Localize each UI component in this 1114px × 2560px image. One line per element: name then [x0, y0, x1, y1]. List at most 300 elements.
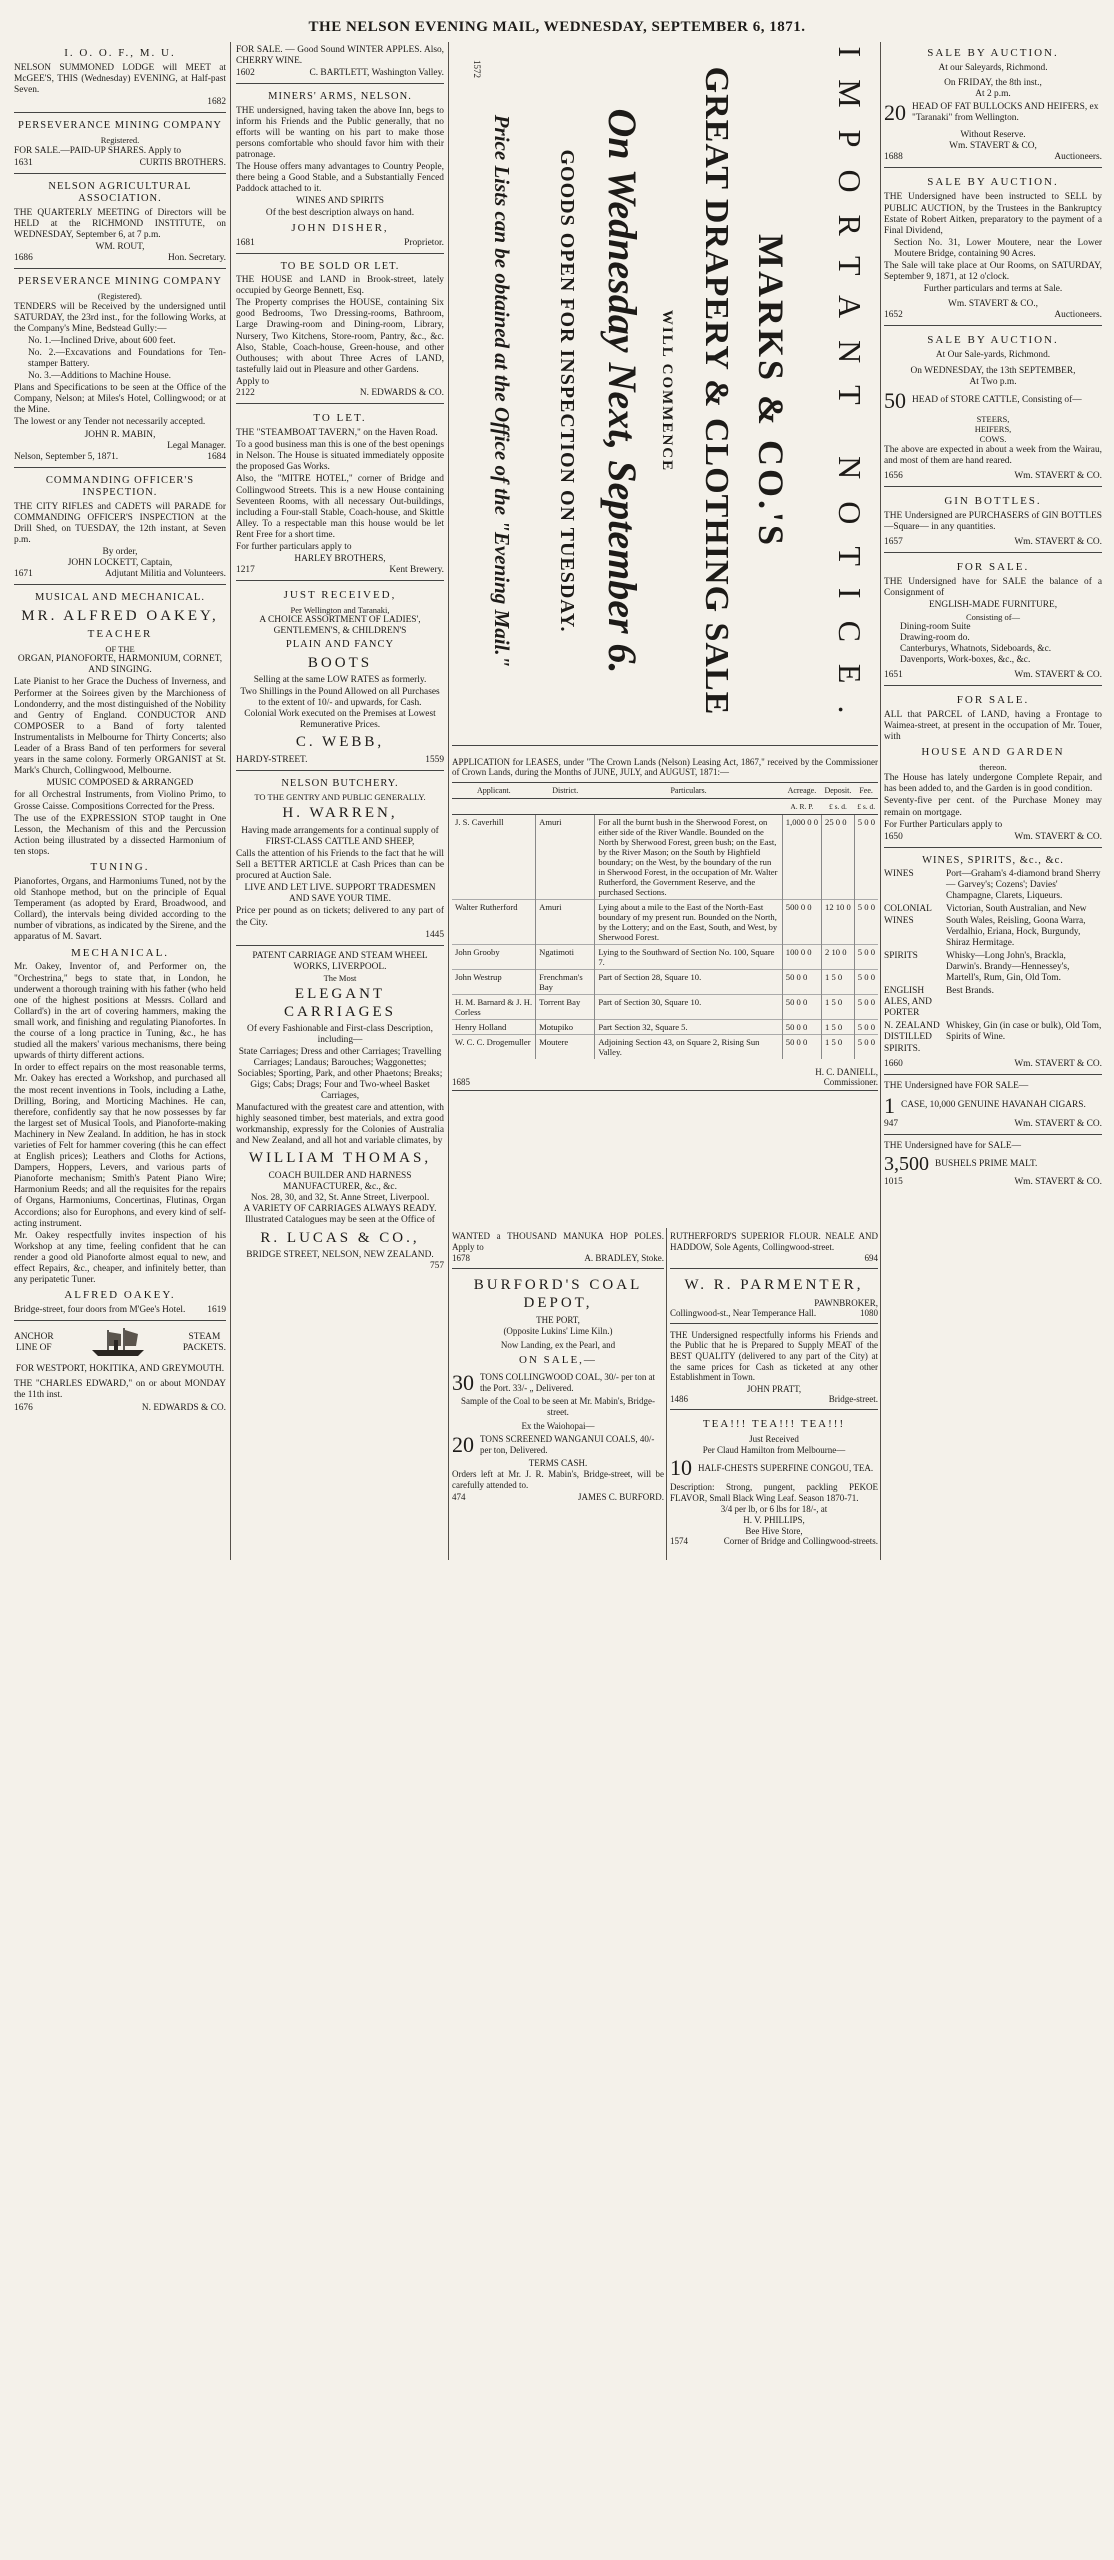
ad-role: Auctioneers. — [1054, 152, 1102, 163]
ad-apples — [236, 42, 444, 84]
ad-title: TO LET. — [313, 412, 367, 425]
ad-body: Mr. Oakey, Inventor of, and Performer on, the "Orchestrina," begs to state that, in London, he underwent a thorough training with his father (who held one of the highest positions at Messrs. Collard and Collard's) in the art of covering hammers, making the small work, and finishing and regulating Pianofortes. In the course of a long practice in Tuning, &c., he has studied all the makers' various mechanisms, there being upwards of thirty different actions. — [14, 962, 226, 1062]
ad-title: WINES, SPIRITS, &c., &c. — [922, 854, 1064, 866]
ad-number: 1671 — [14, 569, 33, 580]
ad-body: For further particulars apply to — [236, 541, 352, 552]
ad-display-name: MR. ALFRED OAKEY, — [21, 607, 219, 624]
ad-auction-1 — [884, 42, 1102, 168]
ad-body: THE Undersigned have for SALE the balance of a Consignment of — [884, 577, 1102, 599]
ad-heading: FIRST-CLASS CATTLE AND SHEEP, — [265, 836, 415, 847]
ad-heading: TUNING. — [90, 860, 150, 873]
ad-number: 1678 — [452, 1253, 470, 1264]
ad-number: 1688 — [884, 152, 903, 163]
ad-body: THE CITY RIFLES and CADETS will PARADE for COMMANDING OFFICER'S INSPECTION at the Drill Shed, on TUESDAY, the 12th instant, at Seven p.m. — [14, 501, 226, 545]
ad-body: Sample of the Coal to be seen at Mr. Mabin's, Bridge-street. — [460, 1395, 656, 1417]
wine-description: Whisky—Long John's, Brackla, Darwin's. Brandy—Hennessey's, Martell's, Rum, Gin, Old Tom. — [946, 950, 1070, 984]
table-cell-particulars: Part of Section 30, Square 10. — [595, 995, 782, 1020]
ad-subtitle: OF THE — [105, 644, 135, 655]
ad-title: GIN BOTTLES. — [944, 495, 1042, 508]
ad-subtitle: TEACHER — [87, 628, 153, 641]
ad-signature: JOHN DISHER, — [291, 221, 389, 234]
ad-body: Pianofortes, Organs, and Harmoniums Tuned, not by the old Stanhope method, but on the principle of Equal Temperament (as adopted by Erard, Broadwood, and Collard), the intervals being divided according to the number of vibrations, as indicated by the Sirene, and the apparatus of M. Savart. — [14, 876, 226, 943]
table-cell-fee: 5 0 0 — [854, 945, 878, 970]
ad-body: thereon. — [979, 762, 1007, 773]
ad-land — [884, 689, 1102, 848]
wine-row — [884, 904, 1102, 948]
ad-heading: MECHANICAL. — [70, 946, 170, 959]
ad-body: Of the best description always on hand. — [265, 207, 415, 218]
ad-heading: MUSIC COMPOSED & ARRANGED — [46, 778, 194, 789]
ad-number: 1685 — [452, 1077, 470, 1087]
ad-title: MUSICAL AND MECHANICAL. — [35, 592, 205, 604]
ad-body: NELSON SUMMONED LODGE will MEET at McGEE'S, THIS (Wednesday) EVENING, at Half-past Seven. — [14, 62, 226, 96]
ad-subtitle: At our Saleyards, Richmond. — [938, 62, 1048, 73]
ad-title: PERSEVERANCE MINING COMPANY — [18, 276, 222, 288]
ad-body: Calls the attention of his Friends to the fact that he will Sell a BETTER ARTICLE at Cash Prices than can be procured at Auction Sale. — [236, 849, 444, 882]
ad-agricultural — [14, 177, 226, 269]
ad-quantity: 50 — [884, 387, 906, 413]
wine-row — [884, 1021, 1102, 1054]
table-cell-acreage: 500 0 0 — [782, 900, 821, 945]
table-cell-acreage: 50 0 0 — [782, 1035, 821, 1060]
ad-body: Apply to — [236, 376, 270, 387]
ad-quantity: 20 — [884, 100, 906, 126]
ad-signature: JAMES C. BURFORD. — [577, 1491, 664, 1502]
table-cell-particulars: Lying to the Southward of Section No. 100, Square 7. — [595, 945, 782, 970]
ad-byline: By order, — [102, 546, 138, 557]
ad-subtitle: Just Received — [749, 1433, 799, 1444]
ad-body: Colonial Work executed on the Premises at Lowest Remunerative Prices. — [244, 708, 436, 730]
ad-subtitle: Per Wellington and Taranaki, — [290, 605, 390, 616]
ad-body: The Property comprises the HOUSE, containing Six good Bedrooms, Two Dressing-rooms, Bathroom, Large Drawing-room and Dining-room, Library, Nursery, Two Kitchens, Store-room, Pantry, &c., &c. Also, Stable, Coach-house, Green-house, and other Outhouses; with about Three Acres of LAND, tastefully laid out in Pleasure and other Gardens. — [236, 298, 444, 375]
table-cell-district: Amuri — [536, 900, 595, 945]
table-cell-applicant: J. S. Caverhill — [452, 815, 536, 900]
ad-meat — [670, 1327, 878, 1410]
table-cell-deposit: 25 0 0 — [822, 815, 855, 900]
ad-number: 1619 — [207, 1305, 226, 1316]
ad-display-name: W. R. PARMENTER, — [684, 1276, 864, 1293]
ad-to-let — [236, 407, 444, 581]
ad-role: Adjutant Militia and Volunteers. — [105, 569, 226, 580]
ad-address: Bee Hive Store, — [745, 1525, 803, 1536]
ad-auction-2 — [884, 171, 1102, 326]
ad-signature: N. EDWARDS & CO. — [359, 387, 444, 398]
wine-description: Whiskey, Gin (in case or bulk), Old Tom, Spirits of Wine. — [946, 1021, 1102, 1043]
ad-title: NELSON AGRICULTURAL ASSOCIATION. — [48, 180, 192, 205]
ad-address: Bridge-street, four doors from M'Gee's Hotel. — [14, 1305, 186, 1316]
ad-anchor-line — [14, 1324, 226, 1417]
ad-date: On FRIDAY, the 8th inst., — [944, 78, 1042, 89]
ad-subtitle: Registered. — [100, 134, 140, 145]
masthead — [0, 0, 1114, 40]
ad-heading: LIVE AND LET LIVE. SUPPORT TRADESMEN AND SAVE YOUR TIME. — [244, 883, 436, 905]
ad-subtitle: THE PORT, — [536, 1315, 580, 1326]
column-4 — [884, 42, 1102, 1560]
table-cell-particulars: Part of Section 28, Square 10. — [595, 970, 782, 995]
ad-body: Consisting of— — [965, 611, 1021, 622]
ad-signature: Wm. STAVERT & CO., — [947, 299, 1038, 310]
ad-body: 3/4 per lb, or 6 lbs for 18/-, at — [720, 1504, 828, 1515]
wine-category: SPIRITS — [884, 950, 918, 961]
table-header: Fee. — [854, 783, 878, 799]
ad-body: HEAD of STORE CATTLE, Consisting of— — [912, 395, 1082, 406]
ad-number: 1652 — [884, 310, 903, 321]
ad-address: Nos. 28, 30, and 32, St. Anne Street, Liverpool. — [250, 1193, 430, 1204]
column-2 — [236, 42, 444, 1560]
ad-number: 1650 — [884, 831, 903, 842]
table-cell-fee: 5 0 0 — [854, 1020, 878, 1035]
wine-row — [884, 986, 1102, 1019]
column-1 — [14, 42, 226, 1560]
ad-quantity: 1 — [884, 1092, 895, 1118]
ad-number: 1657 — [884, 537, 903, 548]
ad-subtitle: FOR WESTPORT, HOKITIKA, AND GREYMOUTH. — [15, 1364, 225, 1375]
column-rule — [880, 42, 881, 1560]
table-cell-particulars: For all the burnt bush in the Sherwood Forest, on either side of the River Wandle. Bounded on the North by Sherwood Forest, green bush; on the East, by the River Mason; on the South by Highfield boundary; on the West, by the boundary of the run in Sherwood Forest, in the occupation of Mr. Walter Rutherford, the Government Reserve, and the purchased Sections. — [595, 815, 782, 900]
table-cell-deposit: 1 5 0 — [822, 1035, 855, 1060]
table-cell-acreage: 1,000 0 0 — [782, 815, 821, 900]
ad-number: 2122 — [236, 387, 255, 398]
ad-body: THE Undersigned are PURCHASERS of GIN BOTTLES—Square— in any quantities. — [884, 510, 1102, 533]
table-cell-deposit: 2 10 0 — [822, 945, 855, 970]
ship-icon — [88, 1326, 148, 1360]
ad-cigars — [884, 1078, 1102, 1135]
ad-role: Auctioneers. — [1054, 310, 1102, 321]
ad-body: TONS COLLINGWOOD COAL, 30/- per ton at the Port. 33/- „ Delivered. — [480, 1372, 656, 1393]
ad-time: At 2 p.m. — [975, 89, 1011, 100]
ad-iof — [14, 42, 226, 113]
table-cell-applicant: Henry Holland — [452, 1020, 536, 1035]
ad-title: STEAM — [188, 1332, 221, 1343]
table-row — [452, 815, 878, 900]
notice-heading: IMPORTANT NOTICE. — [832, 46, 868, 736]
ad-body: Plans and Specifications to be seen at the Office of the Company, Nelson; at Miles's Hotel, Collingwood; or at the Mine. — [14, 383, 226, 416]
ad-subtitle: At Our Sale-yards, Richmond. — [935, 350, 1051, 361]
ad-subtitle: ORGAN, PIANOFORTE, HARMONIUM, CORNET, AND SINGING. — [17, 654, 223, 676]
ad-heading: ENGLISH-MADE FURNITURE, — [928, 600, 1058, 611]
ad-signature: Wm. STAVERT & CO. — [1014, 1118, 1102, 1129]
lease-table — [452, 782, 878, 1059]
ad-number: 1684 — [207, 451, 226, 462]
ad-perseverance-1 — [14, 116, 226, 174]
ad-role: Proprietor. — [404, 237, 444, 248]
table-cell-deposit: 1 5 0 — [822, 1020, 855, 1035]
ad-subtitle: (Opposite Lukins' Lime Kiln.) — [503, 1325, 613, 1336]
table-cell-applicant: John Westrup — [452, 970, 536, 995]
ad-subtitle: TO THE GENTRY AND PUBLIC GENERALLY. — [254, 792, 426, 803]
masthead-title: THE NELSON EVENING MAIL, WEDNESDAY, SEPTEMBER 6, 1871. — [308, 19, 806, 35]
ad-body: In order to effect repairs on the most reasonable terms, Mr. Oakey has erected a Workshop, and purchased all the most recent inventions in Tools, including a Lathe, Drilling, Boring, and Morticing Machines. He can, therefore, confidently say that he now possesses by far the largest set of Musical Tools, and Pianoforte-making Machinery in New Zealand. In addition, he has in stock varieties of Felt for hammer covering (this he can effect at English prices); Leathers and Cloths for Actions, Dampers, Hoppers, Levers, and various parts of Pianoforte mechanism; Smith's Patent Piano Wire; Harmonium Reeds; and all the requisites for the repairs of Organs, Harmoniums, Concertinas, Flutinas, Organ Accordions; also for Europhons, and every kind of self-acting instrument. — [14, 1063, 226, 1229]
ad-number: 1217 — [236, 565, 255, 576]
ad-body: THE Undersigned have for SALE— — [884, 1140, 1021, 1151]
ad-number: 474 — [452, 1491, 466, 1502]
table-cell-fee: 5 0 0 — [854, 815, 878, 900]
ad-title: PATENT CARRIAGE AND STEAM WHEEL WORKS, LIVERPOOL. — [252, 950, 428, 972]
ad-role: PAWNBROKER, — [814, 1297, 878, 1308]
ad-body: Manufactured with the greatest care and attention, with highly seasoned timber, best materials, and extra good workmanship, expressly for the Colonies of Australia and New Zealand, and all hot and variable climates, by — [236, 1102, 444, 1147]
ad-body: The use of the EXPRESSION STOP taught in One Lesson, the Mechanism of this and the Percussion Action being illustrated by a dissected Harmonium of ten stops. — [14, 813, 226, 857]
ad-number: 1682 — [207, 97, 226, 108]
ad-body: The House offers many advantages to Country People, there being a Good Stable, and a Substantially Fenced Paddock attached to it. — [236, 162, 444, 195]
ad-wanted — [452, 1228, 664, 1269]
ad-number: 1631 — [14, 157, 33, 168]
ad-body: CASE, 10,000 GENUINE HAVANAH CIGARS. — [901, 1100, 1086, 1111]
table-cell-district: Frenchman's Bay — [536, 970, 595, 995]
table-cell-acreage: 50 0 0 — [782, 995, 821, 1020]
ad-signature: WM. ROUT, — [95, 241, 145, 252]
ad-number: 1559 — [425, 754, 444, 765]
table-cell-applicant: H. M. Barnard & J. H. Corless — [452, 995, 536, 1020]
ad-body: Ex the Waiohopai— — [521, 1421, 595, 1432]
ad-body: Now Landing, ex the Pearl, and — [500, 1340, 616, 1351]
wine-category: N. ZEALAND DISTILLED SPIRITS. — [884, 1021, 940, 1054]
wine-row — [884, 869, 1102, 902]
ad-title: FOR SALE. — [956, 561, 1030, 574]
ad-list-item: Davenports, Work-boxes, &c., &c. — [900, 654, 1031, 665]
ad-body: RUTHERFORD'S SUPERIOR FLOUR. NEALE AND HADDOW, Sole Agents, Collingwood-street. — [670, 1231, 878, 1252]
ad-list-item: No. 1.—Inclined Drive, about 600 feet. — [28, 335, 176, 346]
ad-body: THE Undersigned have FOR SALE— — [884, 1080, 1029, 1091]
ad-just-received — [236, 584, 444, 770]
table-row — [452, 945, 878, 970]
ad-heading: ON SALE,— — [519, 1354, 597, 1367]
ad-signature: C. WEBB, — [295, 733, 385, 750]
table-cell-particulars: Lying about a mile to the East of the North-East boundary of my present run. Bounded on the North, by the Lottery; and on the East, South, and West, by Sherwood Forest. — [595, 900, 782, 945]
ad-signature: Wm. STAVERT & CO. — [1014, 669, 1102, 680]
wine-category: ENGLISH ALES, AND PORTER — [884, 986, 932, 1019]
column-3b — [670, 1228, 878, 2560]
table-cell-district: Ngatimoti — [536, 945, 595, 970]
ad-body: FOR SALE.—PAID-UP SHARES. Apply to — [14, 145, 182, 156]
ad-title: SALE BY AUCTION. — [927, 176, 1059, 189]
ad-body: HEAD OF FAT BULLOCKS AND HEIFERS, ex "Taranaki" from Wellington. — [912, 102, 1099, 124]
ad-title: TO BE SOLD OR LET. — [280, 260, 400, 272]
table-subheader: A. R. P. — [782, 799, 821, 815]
column-rule — [448, 42, 449, 1560]
ad-body: Mr. Oakey respectfully invites inspection of his Workshop at any time, feeling confident that he can render a good old Pianoforte almost equal to new, and effect Repairs, &c., cheaper, and infinitely better, than any peripatetic Tuner. — [14, 1230, 226, 1286]
ad-signature: HARLEY BROTHERS, — [294, 554, 386, 565]
ad-address: HARDY-STREET. — [236, 754, 308, 765]
ad-gin-bottles — [884, 490, 1102, 553]
table-subheader: £ s. d. — [822, 799, 855, 815]
table-row — [452, 970, 878, 995]
table-subheader — [536, 799, 595, 815]
ad-heading: A VARIETY OF CARRIAGES ALWAYS READY. — [243, 1204, 437, 1215]
ad-body: FOR SALE. — Good Sound WINTER APPLES. Also, CHERRY WINE. — [236, 45, 444, 67]
ad-signature: ALFRED OAKEY. — [64, 1289, 176, 1302]
ad-pawnbroker — [670, 1272, 878, 1324]
ad-flour — [670, 1228, 878, 1269]
column-3a — [452, 1228, 664, 2560]
ad-number: 1486 — [670, 1394, 688, 1405]
ad-list-item: Canterburys, Whatnots, Sideboards, &c. — [900, 643, 1052, 654]
ad-body: Illustrated Catalogues may be seen at the Office of — [245, 1215, 435, 1226]
ad-body: The House has lately undergone Complete Repair, and has been added to, and the Garden is in good condition. — [884, 773, 1102, 795]
ad-list-item: STEERS, — [976, 413, 1010, 424]
ad-heading: HOUSE AND GARDEN — [921, 746, 1065, 759]
ad-body: THE Undersigned respectfully informs his Friends and the Public that he is Prepared to Supply MEAT of the BEST QUALITY (delivered to any part of the City) at the same prices for Cash as ticketed at any other Establishment in Town. — [670, 1329, 878, 1383]
ad-number: 1656 — [884, 470, 903, 481]
wine-row — [884, 951, 1102, 984]
ad-body: Without Reserve. — [960, 130, 1026, 141]
ad-body: A CHOICE ASSORTMENT OF LADIES', GENTLEMEN'S, & CHILDREN'S — [259, 615, 421, 637]
ad-signature: A. BRADLEY, Stoke. — [584, 1253, 664, 1264]
notice-company: MARKS & CO.'S — [751, 233, 791, 548]
ad-signature: R. LUCAS & CO., — [260, 1229, 420, 1246]
ad-body: Selling at the same LOW RATES as formerly. — [253, 675, 427, 686]
ad-number: 694 — [864, 1253, 878, 1264]
table-cell-district: Torrent Bay — [536, 995, 595, 1020]
ad-number: 1015 — [884, 1176, 903, 1187]
ad-title: TEA!!! TEA!!! TEA!!! — [702, 1418, 846, 1430]
ad-subtitle: Per Claud Hamilton from Melbourne— — [702, 1444, 846, 1455]
table-cell-particulars: Part Section 32, Square 5. — [595, 1020, 782, 1035]
ad-number: 1681 — [236, 237, 255, 248]
ad-signature: Wm. STAVERT & CO, — [949, 141, 1037, 152]
ad-body: Description: Strong, pungent, packling PEKOE FLAVOR, Small Black Wing Leaf. Season 1870-71. — [670, 1482, 878, 1503]
ad-signature: Wm. STAVERT & CO. — [1014, 831, 1102, 842]
table-cell-deposit: 12 10 0 — [822, 900, 855, 945]
table-cell-district: Motupiko — [536, 1020, 595, 1035]
ad-number: 1445 — [425, 929, 444, 940]
wine-description: Best Brands. — [946, 986, 994, 997]
ad-title: NELSON BUTCHERY. — [281, 777, 399, 789]
ad-quantity: 20 — [452, 1431, 474, 1457]
ad-title: MINERS' ARMS, NELSON. — [268, 91, 412, 103]
wine-category: WINES — [884, 869, 914, 880]
table-cell-fee: 5 0 0 — [854, 900, 878, 945]
ad-role: Hon. Secretary. — [168, 253, 226, 264]
ad-title: ANCHOR — [14, 1332, 54, 1343]
ad-signature: H. V. PHILLIPS, — [743, 1514, 805, 1525]
ad-display-name: BURFORD'S COAL DEPOT, — [473, 1276, 643, 1311]
ad-body: COACH BUILDER AND HARNESS MANUFACTURER, &c., &c. — [268, 1171, 412, 1193]
ad-body: Also, the "MITRE HOTEL," corner of Bridge and Collingwood Streets. This is a new House containing Seventeen Rooms, with all necessary Out-buildings, including a Four-stall Stable, Coach-house, and Skittle Alley. To a respectable man this house would be let Rent Free for a short time. — [236, 474, 444, 540]
ad-auction-3 — [884, 329, 1102, 487]
ad-body: Two Shillings in the Pound Allowed on all Purchases to the extent of 10/- and upwards, for Cash. — [240, 686, 440, 708]
ad-address: Corner of Bridge and Collingwood-streets. — [723, 1536, 878, 1547]
table-cell-acreage: 50 0 0 — [782, 970, 821, 995]
table-header: District. — [536, 783, 595, 799]
table-cell-applicant: John Grooby — [452, 945, 536, 970]
ad-body: BUSHELS PRIME MALT. — [935, 1159, 1038, 1170]
table-header: Acreage. — [782, 783, 821, 799]
ad-subtitle: (Registered). — [97, 290, 143, 301]
ad-number: 1574 — [670, 1536, 688, 1547]
ad-body: State Carriages; Dress and other Carriages; Travelling Carriages; Landaus; Barouches; Waggonettes; Sociables; Sporting, Park, and other Phaetons; Breaks; Gigs; Cabs; Drags; Four and Two-wheel Basket Carriages, — [237, 1046, 443, 1101]
ad-body: THE "STEAMBOAT TAVERN," on the Haven Road. — [236, 428, 438, 439]
table-cell-deposit: 1 5 0 — [822, 970, 855, 995]
ad-address: Bridge-street. — [828, 1394, 878, 1405]
ad-signature: Wm. STAVERT & CO. — [1014, 470, 1102, 481]
wine-description: Victorian, South Australian, and New South Wales, Reisling, Goona Warra, Verdalhio, Eriana, Hock, Burgundy, Shiraz Hermitage. — [946, 904, 1087, 948]
ad-body: For Further Particulars apply to — [884, 819, 1003, 830]
ad-address: BRIDGE STREET, NELSON, NEW ZEALAND. — [246, 1250, 434, 1261]
ad-tea — [670, 1413, 878, 1551]
ad-body: ALL that PARCEL of LAND, having a Frontage to Waimea-street, at present in the occupation of Mr. Touer, with — [884, 709, 1102, 743]
important-notice — [452, 42, 878, 740]
ad-musical — [14, 588, 226, 1321]
ad-heading: WINES AND SPIRITS — [295, 196, 385, 207]
ad-signature: Wm. STAVERT & CO. — [1014, 537, 1102, 548]
ad-body: for all Orchestral Instruments, from Violino Primo, to Grosse Caisse. Compositions Corrected for the Press. — [14, 790, 226, 812]
ad-signature: JOHN LOCKETT, Captain, — [67, 558, 173, 569]
ad-title: I. O. O. F., M. U. — [64, 47, 176, 59]
ad-address: Kent Brewery. — [389, 565, 444, 576]
table-cell-applicant: W. C. C. Drogemuller — [452, 1035, 536, 1060]
ad-list-item: Dining-room Suite — [900, 621, 971, 632]
ad-display-name: H. WARREN, — [282, 805, 398, 822]
column-rule — [230, 42, 231, 1560]
ad-body: THE undersigned, having taken the above Inn, begs to inform his Friends and the Public generally, that no efforts will be wanting on his part to make those persons comfortable who should favor him with their patronage. — [236, 105, 444, 161]
table-row — [452, 1035, 878, 1060]
ad-coal-depot — [452, 1272, 664, 1506]
ad-heading: TERMS CASH. — [528, 1457, 588, 1468]
ad-list-item: Drawing-room do. — [900, 632, 970, 643]
ad-date: On WEDNESDAY, the 13th SEPTEMBER, — [910, 365, 1076, 376]
ad-title: SALE BY AUCTION. — [927, 47, 1059, 59]
ad-butchery — [236, 774, 444, 946]
ad-address: Collingwood-st., Near Temperance Hall. — [670, 1308, 817, 1319]
table-header: Applicant. — [452, 783, 536, 799]
ad-list-item: HEIFERS, — [974, 423, 1012, 434]
wine-description: Port—Graham's 4-diamond brand Sherry — Garvey's; Cozens'; Davies' Champagne, Clarets, Liqueurs. — [946, 869, 1101, 902]
ad-wines — [884, 851, 1102, 1075]
ad-body: THE "CHARLES EDWARD," on or about MONDAY the 11th inst. — [14, 1379, 226, 1401]
table-cell-deposit: 1 5 0 — [822, 995, 855, 1020]
ad-list-item: COWS. — [979, 433, 1007, 444]
ad-signature: CURTIS BROTHERS. — [139, 157, 226, 168]
table-subheader — [595, 799, 782, 815]
table-header: Particulars. — [595, 783, 782, 799]
table-cell-acreage: 50 0 0 — [782, 1020, 821, 1035]
ad-role: Commissioner. — [823, 1077, 878, 1087]
ad-body: To a good business man this is one of the best openings in Nelson. The House is situated immediately opposite the proposed Gas Works. — [236, 440, 444, 473]
ad-perseverance-2 — [14, 272, 226, 468]
ad-signature: H. C. DANIELL, — [815, 1067, 878, 1077]
ad-body: Late Pianist to her Grace the Duchess of Inverness, and Performer at the Soirees given by the Marchioness of Londonderry, and the most distinguished of the Nobility and Gentry of England. CONDUCTOR AND COMPOSER to a Band of forty talented Instrumentalists in Melbourne for Thirty Concerts; also Leader of a Brass Band of ten performers for several years in the same colony. Formerly ORGANIST at St. Mark's Church, Collingwood, Melbourne. — [14, 677, 226, 777]
ad-title: LINE OF — [15, 1343, 52, 1354]
table-cell-district: Moutere — [536, 1035, 595, 1060]
ad-heading: PLAIN AND FANCY — [285, 639, 395, 651]
ad-signature: Wm. STAVERT & CO. — [1014, 1058, 1102, 1069]
ad-furniture — [884, 556, 1102, 686]
ad-body: TONS SCREENED WANGANUI COALS, 40/- per ton, Delivered. — [480, 1434, 655, 1455]
lease-intro: APPLICATION for LEASES, under "The Crown Lands (Nelson) Leasing Act, 1867," received by the Commissioner of Crown Lands, during the Months of JUNE, JULY, and AUGUST, 1871:— — [452, 757, 878, 777]
ad-number: 1651 — [884, 669, 903, 680]
ad-carriages — [236, 949, 444, 1277]
ad-body: Having made arrangements for a continual supply of — [241, 825, 439, 836]
table-header: Deposit. — [822, 783, 855, 799]
table-cell-particulars: Adjoining Section 43, on Square 2, Rising Sun Valley. — [595, 1035, 782, 1060]
table-subheader: £ s. d. — [854, 799, 878, 815]
table-row — [452, 900, 878, 945]
ad-number: 1686 — [14, 253, 33, 264]
ad-number: 1676 — [14, 1402, 33, 1413]
ad-date: Nelson, September 5, 1871. — [14, 451, 119, 462]
ad-subtitle: The Most — [323, 972, 357, 983]
ad-commanding-officer — [14, 471, 226, 585]
notice-sale-title: GREAT DRAPERY & CLOTHING SALE — [698, 66, 735, 716]
ad-quantity: 3,500 — [884, 1153, 929, 1175]
table-cell-acreage: 100 0 0 — [782, 945, 821, 970]
ad-number: 947 — [884, 1118, 899, 1129]
ad-title: PERSEVERANCE MINING COMPANY — [18, 120, 222, 132]
ad-title: PACKETS. — [182, 1343, 226, 1354]
ad-number: 1602 — [236, 68, 255, 79]
ad-body: THE Undersigned have been instructed to SELL by PUBLIC AUCTION, by the Trustees in the Bankruptcy Estate of Robert Aitken, preparatory to the payment of a Final Dividend, — [884, 192, 1102, 236]
ad-display-name: BOOTS — [307, 654, 373, 671]
